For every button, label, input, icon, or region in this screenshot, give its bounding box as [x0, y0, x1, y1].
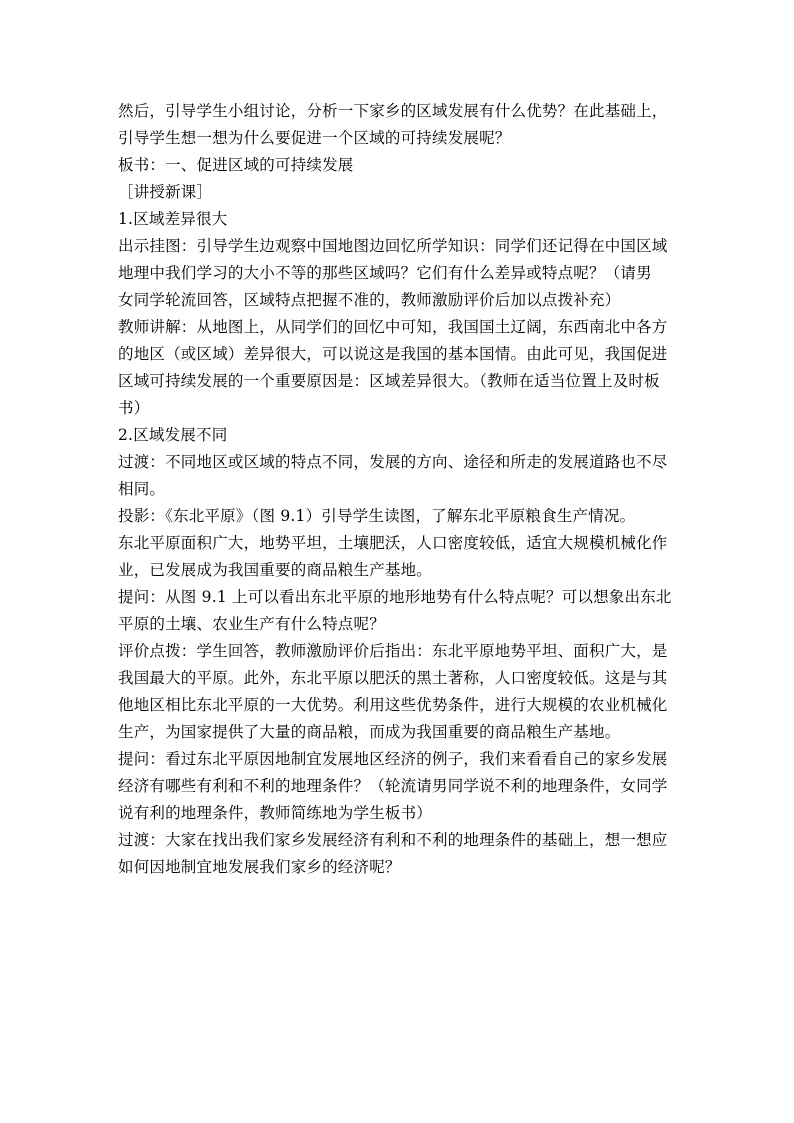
text-line: 说有利的地理条件，教师简练地为学生板书）	[118, 804, 433, 822]
text-line: 他地区相比东北平原的一大优势。利用这些优势条件，进行大规模的农业机械化	[118, 696, 668, 714]
text-line: 相同。	[118, 480, 166, 498]
text-line: 业，已发展成为我国重要的商品粮生产基地。	[118, 561, 433, 579]
section-marker: ［讲授新课］	[118, 183, 213, 201]
text-line: 然后，引导学生小组讨论，分析一下家乡的区域发展有什么优势？在此基础上，	[118, 102, 668, 120]
text-line: 引导学生想一想为什么要促进一个区域的可持续发展呢？	[118, 129, 511, 147]
text-line: 区域可持续发展的一个重要原因是：区域差异很大。（教师在适当位置上及时板	[118, 372, 660, 390]
section-heading: 2.区域发展不同	[118, 426, 228, 444]
text-line: 如何因地制宜地发展我们家乡的经济呢？	[118, 858, 401, 876]
text-line: 平原的土壤、农业生产有什么特点呢？	[118, 615, 385, 633]
document-page	[118, 98, 688, 881]
text-line: 生产，为国家提供了大量的商品粮，而成为我国重要的商品粮生产基地。	[118, 723, 621, 741]
blackboard-note: 板书：一、促进区域的可持续发展	[118, 156, 354, 174]
text-line: 提问：看过东北平原因地制宜发展地区经济的例子，我们来看看自己的家乡发展	[118, 750, 668, 768]
section-heading: 1.区域差异很大	[118, 210, 228, 228]
text-line: 投影：《东北平原》（图 9.1）引导学生读图，了解东北平原粮食生产情况。	[118, 507, 636, 525]
text-line: 经济有哪些有利和不利的地理条件？（轮流请男同学说不利的地理条件，女同学	[118, 777, 668, 795]
text-line: 东北平原面积广大，地势平坦，土壤肥沃，人口密度较低，适宜大规模机械化作	[118, 534, 668, 552]
text-line: 出示挂图：引导学生边观察中国地图边回忆所学知识：同学们还记得在中国区域	[118, 237, 668, 255]
text-line: 的地区（或区域）差异很大，可以说这是我国的基本国情。由此可见，我国促进	[118, 345, 668, 363]
text-line: 评价点拨：学生回答，教师激励评价后指出：东北平原地势平坦、面积广大，是	[118, 642, 668, 660]
text-line: 过渡：大家在找出我们家乡发展经济有利和不利的地理条件的基础上，想一想应	[118, 831, 668, 849]
text-line: 地理中我们学习的大小不等的那些区域吗？它们有什么差异或特点呢？（请男	[118, 264, 652, 282]
text-line: 女同学轮流回答，区域特点把握不准的，教师激励评价后加以点拨补充）	[118, 291, 621, 309]
text-line: 过渡：不同地区或区域的特点不同，发展的方向、途径和所走的发展道路也不尽	[118, 453, 668, 471]
text-line: 提问：从图 9.1 上可以看出东北平原的地形地势有什么特点呢？可以想象出东北	[118, 588, 672, 606]
text-line: 我国最大的平原。此外，东北平原以肥沃的黑土著称，人口密度较低。这是与其	[118, 669, 668, 687]
text-line: 书）	[118, 399, 150, 417]
text-line: 教师讲解：从地图上，从同学们的回忆中可知，我国国土辽阔，东西南北中各方	[118, 318, 668, 336]
